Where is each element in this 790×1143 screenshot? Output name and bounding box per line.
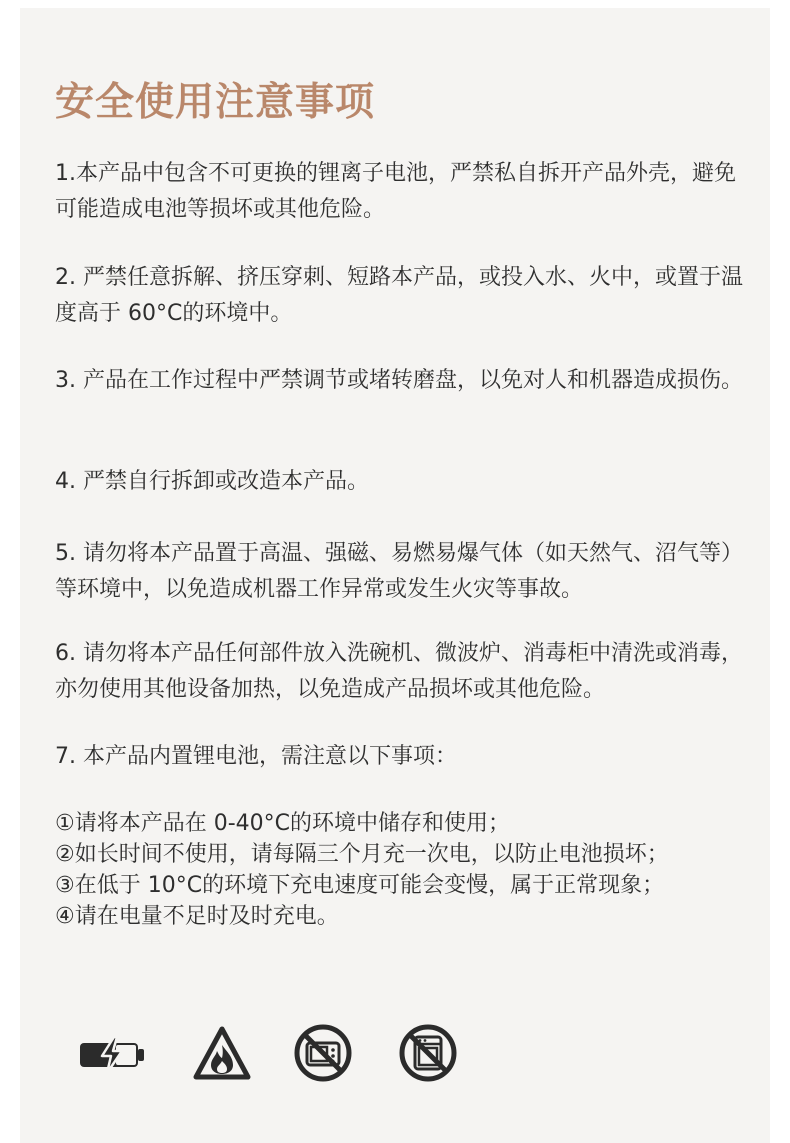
notice-item-5: 5. 请勿将本产品置于高温、强磁、易燃易爆气体（如天然气、沼气等）等环境中，以免造成机器工作异常或发生火灾等事故。 [55,541,743,602]
battery-notice-item-1: ①请将本产品在 0-40°C的环境中储存和使用； [55,811,511,836]
notice-item-3: 3. 产品在工作过程中严禁调节或堵转磨盘，以免对人和机器造成损伤。 [55,368,743,393]
notice-item-1: 1.本产品中包含不可更换的锂离子电池，严禁私自拆开产品外壳，避免可能造成电池等损坏或其他危险。 [55,161,736,222]
battery-notice-item-4: ④请在电量不足时及时充电。 [55,904,339,929]
no-dishwasher-icon [396,1021,460,1085]
notice-item-4: 4. 严禁自行拆卸或改造本产品。 [55,469,369,494]
safety-notice-card [20,8,770,1143]
battery-notice-item-3: ③在低于 10°C的环境下充电速度可能会变慢，属于正常现象； [55,873,665,898]
notice-item-2: 2. 严禁任意拆解、挤压穿刺、短路本产品，或投入水、火中，或置于温度高于 60°C的环境中。 [55,265,743,326]
battery-notice-list [55,808,743,932]
battery-charging-icon [78,1021,148,1085]
notice-item-6: 6. 请勿将本产品任何部件放入洗碗机、微波炉、消毒柜中清洗或消毒，亦勿使用其他设备加热，以免造成产品损坏或其他危险。 [55,641,743,702]
page-title: 安全使用注意事项 [55,80,376,125]
notice-item-7: 7. 本产品内置锂电池，需注意以下事项： [55,744,457,769]
flammable-warning-icon [190,1021,254,1085]
battery-notice-item-2: ②如长时间不使用，请每隔三个月充一次电，以防止电池损坏； [55,842,669,867]
no-microwave-icon [291,1021,355,1085]
